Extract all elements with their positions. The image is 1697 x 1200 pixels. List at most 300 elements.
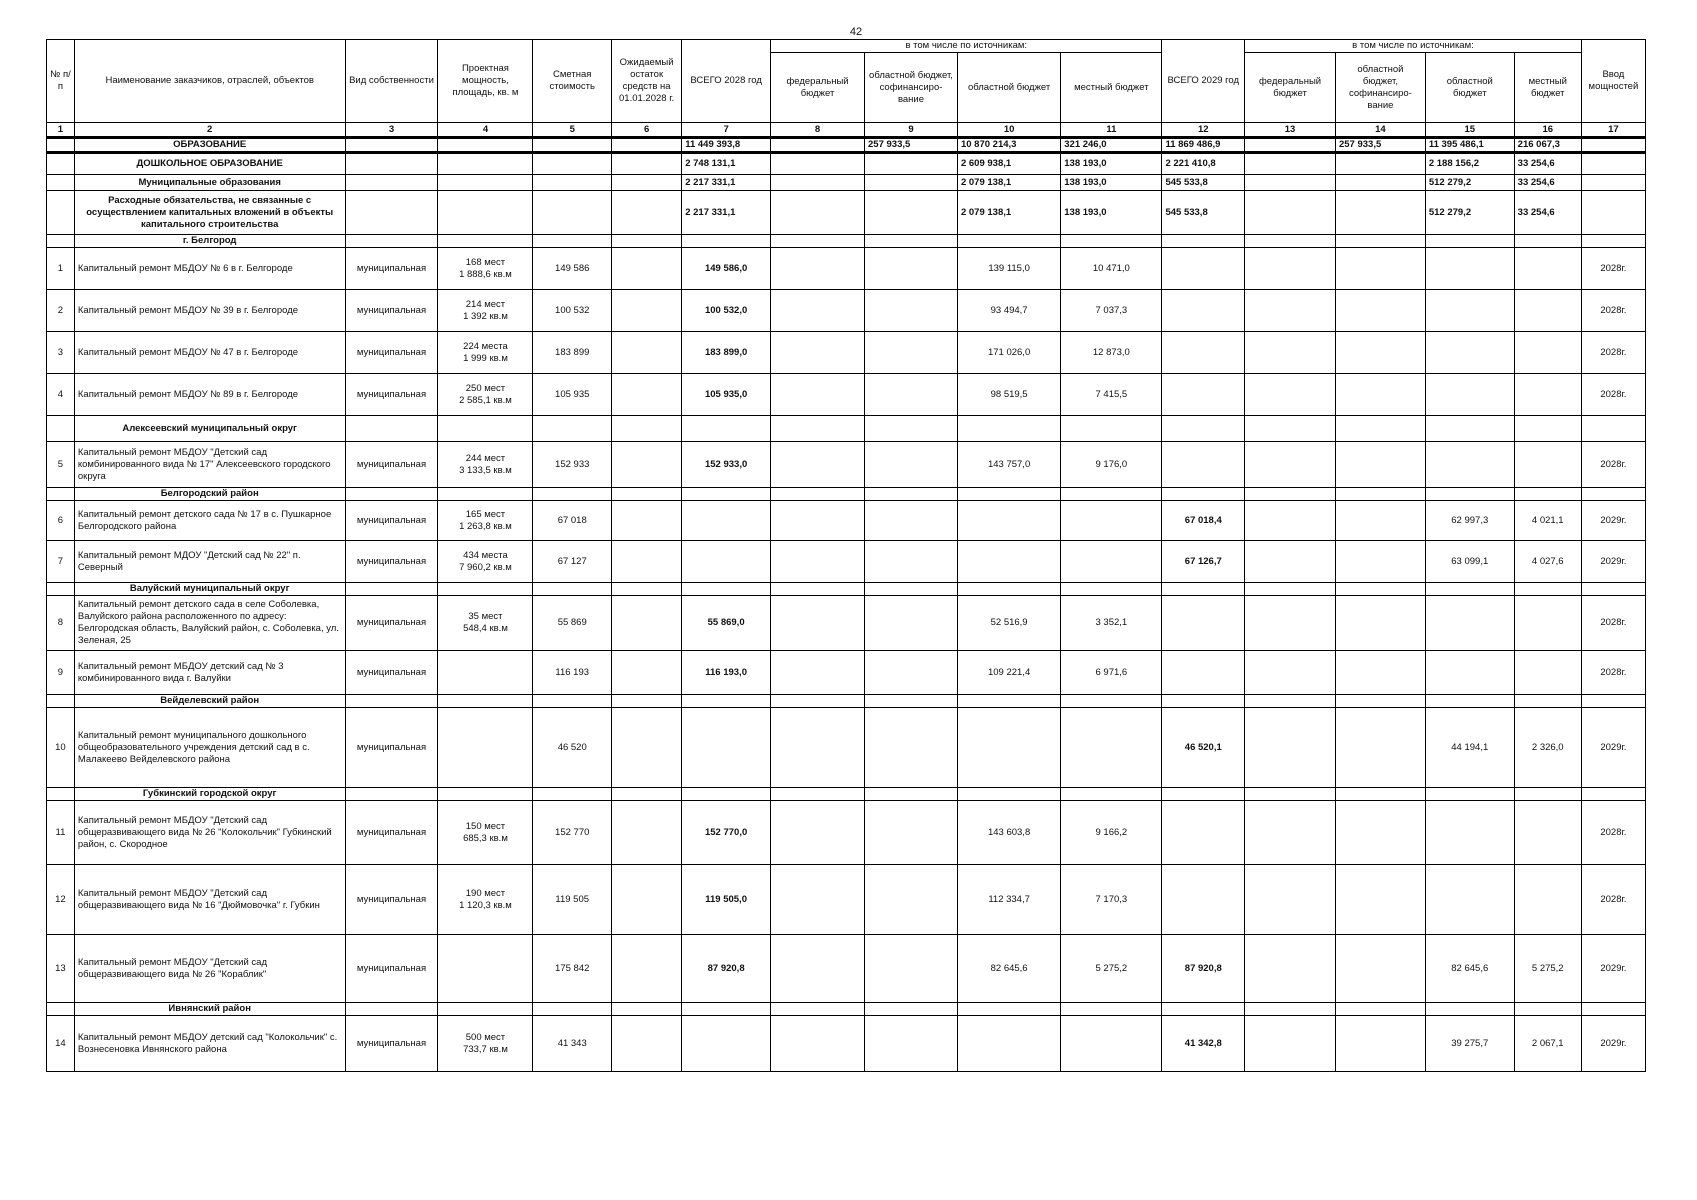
cofin-2028: [865, 1016, 958, 1072]
header-name: Наименование заказчиков, отраслей, объектов: [74, 40, 345, 123]
capacity-cell: [438, 248, 533, 290]
empty-cell: [1581, 138, 1645, 153]
empty-cell: [1425, 488, 1514, 501]
ownership: муниципальная: [345, 332, 438, 374]
empty-cell: [438, 191, 533, 235]
summary-total-2029: 2 221 410,8: [1162, 153, 1245, 175]
row-number: 5: [47, 442, 75, 488]
balance-cell: [611, 708, 681, 788]
empty-cell: [771, 695, 865, 708]
total-2029: [1162, 374, 1245, 416]
header-balance: Ожидаемый остаток средств на 01.01.2028 г.: [611, 40, 681, 123]
empty-cell: [438, 695, 533, 708]
cofin-2028: [865, 801, 958, 865]
total-2028: 105 935,0: [682, 374, 771, 416]
section-title: Алексеевский муниципальный округ: [74, 416, 345, 442]
federal-2029: [1245, 442, 1336, 488]
commission-year: 2028г.: [1581, 596, 1645, 651]
object-name: Капитальный ремонт МБДОУ № 47 в г. Белгороде: [74, 332, 345, 374]
total-2028: 119 505,0: [682, 865, 771, 935]
header-regional-cofin-2029: областной бюджет, софинансиро-вание: [1335, 53, 1425, 123]
estimated-cost: 175 842: [533, 935, 612, 1003]
column-number: 12: [1162, 123, 1245, 138]
object-name: Капитальный ремонт МБДОУ "Детский сад общеразвивающего вида № 26 "Колокольчик" Губкинский район, с. Скородное: [74, 801, 345, 865]
balance-cell: [611, 596, 681, 651]
capacity-places: 150 мест: [465, 820, 506, 832]
estimated-cost: 149 586: [533, 248, 612, 290]
capacity-cell: [438, 935, 533, 1003]
capacity-places: 35 мест: [468, 611, 503, 622]
commission-year: 2029г.: [1581, 708, 1645, 788]
capacity-places: 214 мест: [465, 298, 506, 310]
empty-cell: [47, 788, 75, 801]
total-2029: 41 342,8: [1162, 1016, 1245, 1072]
column-number: 2: [74, 123, 345, 138]
column-number: 7: [682, 123, 771, 138]
local-2029: 4 027,6: [1514, 541, 1581, 583]
empty-cell: [345, 153, 438, 175]
empty-cell: [611, 788, 681, 801]
total-2028: 183 899,0: [682, 332, 771, 374]
object-name: Капитальный ремонт МБДОУ № 89 в г. Белгороде: [74, 374, 345, 416]
summary-name: ДОШКОЛЬНОЕ ОБРАЗОВАНИЕ: [74, 153, 345, 175]
capacity-area: 1 392 кв.м: [463, 310, 508, 322]
section-row: [47, 695, 1646, 708]
empty-cell: [438, 788, 533, 801]
empty-cell: [1581, 175, 1645, 191]
local-2029: 2 067,1: [1514, 1016, 1581, 1072]
regional-2029: [1425, 442, 1514, 488]
capacity-places: 244 мест: [465, 452, 506, 464]
empty-cell: [611, 488, 681, 501]
local-2028: 7 415,5: [1061, 374, 1162, 416]
object-name: Капитальный ремонт детского сада в селе Соболевка, Валуйского района расположенного по адресу: Белгородская область, Валуйский район, с. Соболевка, ул. Зеленая, 25: [74, 596, 345, 651]
empty-cell: [611, 695, 681, 708]
federal-2029: [1245, 248, 1336, 290]
empty-cell: [1514, 695, 1581, 708]
empty-cell: [1162, 235, 1245, 248]
total-2028: [682, 1016, 771, 1072]
capacity-places: 165 мест: [465, 508, 506, 520]
total-2029: [1162, 801, 1245, 865]
federal-2029: [1245, 501, 1336, 541]
table-row: [47, 374, 1646, 416]
empty-cell: [1061, 416, 1162, 442]
table-row: [47, 651, 1646, 695]
total-2028: 100 532,0: [682, 290, 771, 332]
estimated-cost: 152 770: [533, 801, 612, 865]
balance-cell: [611, 374, 681, 416]
federal-2029: [1245, 651, 1336, 695]
summary-row: [47, 191, 1646, 235]
capacity-places: 434 места: [463, 549, 508, 561]
empty-cell: [1245, 1003, 1336, 1016]
empty-cell: [1425, 235, 1514, 248]
row-number: 7: [47, 541, 75, 583]
regional-2029: [1425, 290, 1514, 332]
local-2028: 5 275,2: [1061, 935, 1162, 1003]
local-2029: [1514, 442, 1581, 488]
empty-cell: [533, 1003, 612, 1016]
header-local-2028: местный бюджет: [1061, 53, 1162, 123]
capacity-cell: [438, 651, 533, 695]
header-regional-cofin-2028: областной бюджет, софинансиро-вание: [865, 53, 958, 123]
empty-cell: [611, 175, 681, 191]
regional-2029: 62 997,3: [1425, 501, 1514, 541]
empty-cell: [1162, 416, 1245, 442]
local-2028: 10 471,0: [1061, 248, 1162, 290]
commission-year: 2029г.: [1581, 1016, 1645, 1072]
capacity-places: 168 мест: [465, 256, 506, 268]
empty-cell: [533, 488, 612, 501]
empty-cell: [47, 583, 75, 596]
capacity-area: 1 120,3 кв.м: [459, 899, 512, 911]
regional-2029: 44 194,1: [1425, 708, 1514, 788]
summary-regional-2029: 512 279,2: [1425, 175, 1514, 191]
federal-2029: [1245, 1016, 1336, 1072]
empty-cell: [1245, 583, 1336, 596]
cofin-2028: [865, 248, 958, 290]
federal-2029: [1245, 935, 1336, 1003]
empty-cell: [533, 788, 612, 801]
empty-cell: [533, 235, 612, 248]
empty-cell: [1514, 788, 1581, 801]
empty-cell: [345, 695, 438, 708]
table-row: [47, 1016, 1646, 1072]
empty-cell: [438, 138, 533, 153]
empty-cell: [1335, 695, 1425, 708]
empty-cell: [957, 788, 1060, 801]
object-name: Капитальный ремонт МБДОУ детский сад "Колокольчик" с. Вознесеновка Ивнянского района: [74, 1016, 345, 1072]
regional-2028: 171 026,0: [957, 332, 1060, 374]
row-number-cell: [47, 191, 75, 235]
balance-cell: [611, 442, 681, 488]
table-row: [47, 865, 1646, 935]
header-local-2029: местный бюджет: [1514, 53, 1581, 123]
section-title: Ивнянский район: [74, 1003, 345, 1016]
federal-2029: [1245, 596, 1336, 651]
cofin-2029: [1335, 596, 1425, 651]
empty-cell: [1335, 488, 1425, 501]
object-name: Капитальный ремонт детского сада № 17 в с. Пушкарное Белгородского района: [74, 501, 345, 541]
column-number: 14: [1335, 123, 1425, 138]
summary-total-2028: 11 449 393,8: [682, 138, 771, 153]
empty-cell: [611, 153, 681, 175]
capacity-area: 685,3 кв.м: [463, 832, 508, 844]
header-total-2029: ВСЕГО 2029 год: [1162, 40, 1245, 123]
local-2029: [1514, 290, 1581, 332]
capacity-places: 250 мест: [465, 382, 506, 394]
empty-cell: [611, 1003, 681, 1016]
commission-year: 2028г.: [1581, 442, 1645, 488]
header-regional-2028: областной бюджет: [957, 53, 1060, 123]
empty-cell: [533, 191, 612, 235]
summary-cofin-2028: 257 933,5: [865, 138, 958, 153]
local-2029: 5 275,2: [1514, 935, 1581, 1003]
object-name: Капитальный ремонт МБДОУ "Детский сад комбинированного вида № 17" Алексеевского городского округа: [74, 442, 345, 488]
local-2028: 6 971,6: [1061, 651, 1162, 695]
section-title: Валуйский муниципальный округ: [74, 583, 345, 596]
balance-cell: [611, 248, 681, 290]
row-number: 12: [47, 865, 75, 935]
total-2029: 67 018,4: [1162, 501, 1245, 541]
column-number: 4: [438, 123, 533, 138]
cofin-2029: [1335, 935, 1425, 1003]
regional-2028: [957, 501, 1060, 541]
cofin-2028: [865, 935, 958, 1003]
ownership: муниципальная: [345, 442, 438, 488]
ownership: муниципальная: [345, 374, 438, 416]
balance-cell: [611, 865, 681, 935]
local-2029: [1514, 651, 1581, 695]
empty-cell: [438, 1003, 533, 1016]
empty-cell: [345, 235, 438, 248]
empty-cell: [1425, 416, 1514, 442]
summary-federal-2028: [771, 138, 865, 153]
empty-cell: [1581, 235, 1645, 248]
row-number: 8: [47, 596, 75, 651]
empty-cell: [438, 175, 533, 191]
cofin-2029: [1335, 651, 1425, 695]
empty-cell: [682, 583, 771, 596]
empty-cell: [1581, 488, 1645, 501]
empty-cell: [1581, 583, 1645, 596]
local-2029: [1514, 374, 1581, 416]
estimated-cost: 46 520: [533, 708, 612, 788]
total-2029: [1162, 248, 1245, 290]
table-row: [47, 501, 1646, 541]
cofin-2028: [865, 708, 958, 788]
cofin-2028: [865, 596, 958, 651]
federal-2029: [1245, 374, 1336, 416]
local-2029: [1514, 801, 1581, 865]
empty-cell: [1061, 788, 1162, 801]
empty-cell: [1335, 235, 1425, 248]
ownership: муниципальная: [345, 596, 438, 651]
summary-local-2029: 216 067,3: [1514, 138, 1581, 153]
empty-cell: [345, 416, 438, 442]
investment-table: [46, 39, 1646, 1072]
object-name: Капитальный ремонт МБДОУ № 39 в г. Белгороде: [74, 290, 345, 332]
capacity-area: 548,4 кв.м: [463, 623, 508, 634]
estimated-cost: 41 343: [533, 1016, 612, 1072]
total-2028: 152 933,0: [682, 442, 771, 488]
empty-cell: [438, 235, 533, 248]
empty-cell: [611, 416, 681, 442]
summary-cofin-2028: [865, 153, 958, 175]
summary-regional-2028: 2 079 138,1: [957, 175, 1060, 191]
table-row: [47, 801, 1646, 865]
total-2028: [682, 541, 771, 583]
summary-total-2028: 2 748 131,1: [682, 153, 771, 175]
empty-cell: [438, 583, 533, 596]
local-2029: [1514, 865, 1581, 935]
row-number: 10: [47, 708, 75, 788]
empty-cell: [1425, 695, 1514, 708]
header-federal-2029: федеральный бюджет: [1245, 53, 1336, 123]
balance-cell: [611, 290, 681, 332]
column-number: 1: [47, 123, 75, 138]
empty-cell: [865, 583, 958, 596]
row-number-cell: [47, 175, 75, 191]
ownership: муниципальная: [345, 290, 438, 332]
empty-cell: [1335, 583, 1425, 596]
local-2029: [1514, 596, 1581, 651]
summary-local-2028: 138 193,0: [1061, 175, 1162, 191]
federal-2028: [771, 541, 865, 583]
object-name: Капитальный ремонт МБДОУ № 6 в г. Белгороде: [74, 248, 345, 290]
empty-cell: [865, 416, 958, 442]
row-number: 1: [47, 248, 75, 290]
summary-total-2028: 2 217 331,1: [682, 175, 771, 191]
section-row: [47, 788, 1646, 801]
empty-cell: [533, 153, 612, 175]
header-num: № п/п: [47, 40, 75, 123]
column-number: 10: [957, 123, 1060, 138]
estimated-cost: 119 505: [533, 865, 612, 935]
estimated-cost: 152 933: [533, 442, 612, 488]
object-name: Капитальный ремонт МДОУ "Детский сад № 22" п. Северный: [74, 541, 345, 583]
empty-cell: [47, 695, 75, 708]
regional-2028: 52 516,9: [957, 596, 1060, 651]
summary-local-2028: 138 193,0: [1061, 191, 1162, 235]
empty-cell: [771, 235, 865, 248]
total-2028: 152 770,0: [682, 801, 771, 865]
cofin-2029: [1335, 865, 1425, 935]
total-2029: [1162, 290, 1245, 332]
capacity-area: 1 888,6 кв.м: [459, 268, 512, 280]
federal-2028: [771, 865, 865, 935]
empty-cell: [771, 416, 865, 442]
empty-cell: [1245, 416, 1336, 442]
federal-2028: [771, 290, 865, 332]
summary-federal-2029: [1245, 175, 1336, 191]
commission-year: 2028г.: [1581, 332, 1645, 374]
local-2028: 12 873,0: [1061, 332, 1162, 374]
summary-total-2029: 11 869 486,9: [1162, 138, 1245, 153]
empty-cell: [865, 1003, 958, 1016]
total-2028: [682, 708, 771, 788]
total-2028: 55 869,0: [682, 596, 771, 651]
regional-2028: 139 115,0: [957, 248, 1060, 290]
regional-2028: 93 494,7: [957, 290, 1060, 332]
row-number: 2: [47, 290, 75, 332]
summary-regional-2029: 2 188 156,2: [1425, 153, 1514, 175]
capacity-cell: [438, 374, 533, 416]
total-2029: [1162, 332, 1245, 374]
row-number: 3: [47, 332, 75, 374]
cofin-2028: [865, 374, 958, 416]
object-name: Капитальный ремонт МБДОУ "Детский сад общеразвивающего вида № 16 "Дюймовочка" г. Губкин: [74, 865, 345, 935]
balance-cell: [611, 801, 681, 865]
header-sources-2029: в том числе по источникам:: [1245, 40, 1582, 53]
commission-year: 2028г.: [1581, 374, 1645, 416]
header-regional-2029: областной бюджет: [1425, 53, 1514, 123]
section-title: Белгородский район: [74, 488, 345, 501]
column-number: 17: [1581, 123, 1645, 138]
empty-cell: [1514, 1003, 1581, 1016]
empty-cell: [611, 191, 681, 235]
estimated-cost: 100 532: [533, 290, 612, 332]
federal-2029: [1245, 801, 1336, 865]
row-number: 9: [47, 651, 75, 695]
empty-cell: [771, 583, 865, 596]
empty-cell: [1162, 488, 1245, 501]
capacity-places: 190 мест: [465, 887, 506, 899]
section-title: г. Белгород: [74, 235, 345, 248]
ownership: муниципальная: [345, 541, 438, 583]
federal-2028: [771, 374, 865, 416]
empty-cell: [533, 175, 612, 191]
ownership: муниципальная: [345, 1016, 438, 1072]
federal-2028: [771, 248, 865, 290]
column-number: 15: [1425, 123, 1514, 138]
ownership: муниципальная: [345, 248, 438, 290]
regional-2028: 82 645,6: [957, 935, 1060, 1003]
empty-cell: [957, 1003, 1060, 1016]
cofin-2029: [1335, 332, 1425, 374]
cofin-2029: [1335, 290, 1425, 332]
column-number: 13: [1245, 123, 1336, 138]
cofin-2028: [865, 332, 958, 374]
empty-cell: [865, 235, 958, 248]
regional-2028: [957, 708, 1060, 788]
estimated-cost: 67 018: [533, 501, 612, 541]
table-row: [47, 248, 1646, 290]
row-number: 6: [47, 501, 75, 541]
capacity-cell: [438, 801, 533, 865]
local-2028: 9 176,0: [1061, 442, 1162, 488]
empty-cell: [1514, 235, 1581, 248]
empty-cell: [1581, 1003, 1645, 1016]
cofin-2029: [1335, 442, 1425, 488]
federal-2029: [1245, 541, 1336, 583]
federal-2029: [1245, 290, 1336, 332]
regional-2029: [1425, 596, 1514, 651]
empty-cell: [1425, 788, 1514, 801]
header-sources-2028: в том числе по источникам:: [771, 40, 1162, 53]
section-row: [47, 1003, 1646, 1016]
commission-year: 2028г.: [1581, 651, 1645, 695]
capacity-cell: [438, 865, 533, 935]
cofin-2028: [865, 541, 958, 583]
summary-local-2029: 33 254,6: [1514, 191, 1581, 235]
regional-2029: [1425, 865, 1514, 935]
summary-total-2029: 545 533,8: [1162, 175, 1245, 191]
ownership: муниципальная: [345, 708, 438, 788]
table-row: [47, 596, 1646, 651]
cofin-2028: [865, 290, 958, 332]
row-number: 11: [47, 801, 75, 865]
capacity-area: 2 585,1 кв.м: [459, 394, 512, 406]
federal-2028: [771, 1016, 865, 1072]
header-cost: Сметная стоимость: [533, 40, 612, 123]
header-total-2028: ВСЕГО 2028 год: [682, 40, 771, 123]
table-row: [47, 935, 1646, 1003]
empty-cell: [771, 488, 865, 501]
section-title: Губкинский городской округ: [74, 788, 345, 801]
commission-year: 2028г.: [1581, 865, 1645, 935]
table-row: [47, 708, 1646, 788]
summary-total-2028: 2 217 331,1: [682, 191, 771, 235]
empty-cell: [1245, 235, 1336, 248]
empty-cell: [611, 583, 681, 596]
regional-2028: 143 757,0: [957, 442, 1060, 488]
summary-cofin-2028: [865, 175, 958, 191]
empty-cell: [957, 416, 1060, 442]
empty-cell: [771, 788, 865, 801]
empty-cell: [957, 488, 1060, 501]
